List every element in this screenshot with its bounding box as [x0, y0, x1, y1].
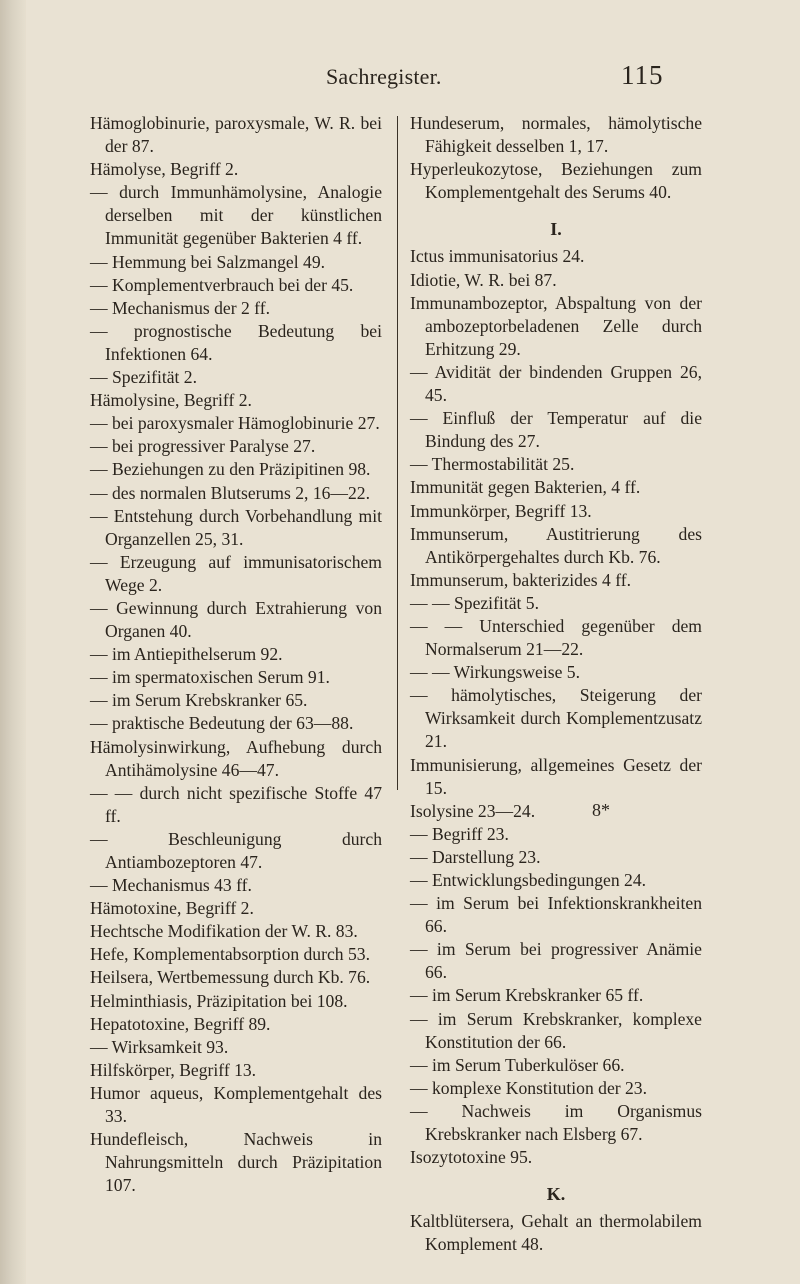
index-entry: Hyperleukozytose, Beziehungen zum Komplementgehalt des Serums 40.	[410, 159, 702, 203]
index-entry: Kaltblütersera, Gehalt an thermolabilem Komplement 48.	[410, 1211, 702, 1255]
column-divider	[397, 116, 398, 790]
index-entry: Immunkörper, Begriff 13.	[410, 500, 592, 521]
index-entry: Immunität gegen Bakterien, 4 ff.	[410, 477, 641, 498]
index-entry: Hämolysine, Begriff 2.	[90, 390, 252, 411]
index-entry: — Entwicklungsbedingungen 24.	[410, 870, 647, 890]
index-entry: — im Serum Krebskranker 65.	[90, 690, 308, 711]
index-entry: Helminthiasis, Präzipitation bei 108.	[90, 990, 348, 1011]
index-entry: — durch Immunhämolysine, Analogie derselben mit der künstlichen Immunität gegenüber Bakterien 4 ff.	[90, 182, 382, 249]
index-entry: Hämolyse, Begriff 2.	[90, 159, 239, 180]
index-entry: — Spezifität 2.	[90, 367, 198, 388]
index-entry: — Beschleunigung durch Antiambozeptoren 47.	[90, 828, 382, 872]
right-column	[410, 112, 702, 1257]
page-number: 115	[621, 60, 664, 90]
index-entry: Humor aqueus, Komplementgehalt des 33.	[90, 1082, 382, 1127]
signature-mark: 8*	[592, 800, 610, 820]
index-entry: — Erzeugung auf immunisatorischem Wege 2.	[90, 551, 382, 595]
index-entry: — Hemmung bei Salzmangel 49.	[90, 251, 326, 272]
index-entry: Hämolysinwirkung, Aufhebung durch Antihämolysine 46—47.	[90, 736, 382, 780]
index-entry: — im Serum Krebskranker 65 ff.	[410, 985, 644, 1006]
running-title: Sachregister.	[326, 64, 442, 89]
page-header	[0, 60, 800, 104]
section-i-entries	[410, 245, 702, 1169]
index-entry: — Beziehungen zu den Präzipitinen 98.	[90, 459, 371, 480]
left-column	[90, 112, 382, 1197]
index-entry: — praktische Bedeutung der 63—88.	[90, 713, 354, 734]
index-entry: Hepatotoxine, Begriff 89.	[90, 1013, 271, 1034]
index-entry: Isozytotoxine 95.	[410, 1147, 533, 1168]
index-entry: — — durch nicht spezifische Stoffe 47 ff.	[90, 782, 382, 826]
index-entry: — Avidität der bindenden Gruppen 26, 45.	[410, 361, 702, 406]
index-entry: — Nachweis im Organismus Krebskranker nach Elsberg 67.	[410, 1100, 702, 1145]
index-entry: Isolysine 23—24.	[410, 800, 536, 821]
index-entry: Hundefleisch, Nachweis in Nahrungsmitteln durch Präzipitation 107.	[90, 1129, 382, 1196]
index-entry: — im Serum Krebskranker, komplexe Konstitution der 66.	[410, 1008, 702, 1052]
index-entry: Immunisierung, allgemeines Gesetz der 15.	[410, 754, 702, 798]
index-entry: — Entstehung durch Vorbehandlung mit Organzellen 25, 31.	[90, 505, 382, 549]
index-entry: — bei progressiver Paralyse 27.	[90, 436, 316, 457]
index-entry: Immunserum, bakterizides 4 ff.	[410, 569, 632, 590]
page-spine-shadow	[0, 0, 26, 1284]
index-entry: — Mechanismus 43 ff.	[90, 875, 252, 896]
index-entry: Hefe, Komplementabsorption durch 53.	[90, 944, 370, 965]
index-entry: — im Serum bei Infektionskrankheiten 66.	[410, 893, 702, 937]
index-entry: — bei paroxysmaler Hämoglobinurie 27.	[90, 413, 380, 434]
index-entry: — Darstellung 23.	[410, 846, 541, 867]
index-entry: Hilfskörper, Begriff 13.	[90, 1059, 257, 1080]
section-letter-i: I.	[550, 219, 562, 240]
index-entry: Idiotie, W. R. bei 87.	[410, 269, 557, 290]
right-column-top-entries	[410, 112, 702, 204]
index-entry: — im Serum bei progressiver Anämie 66.	[410, 939, 702, 983]
index-entry: — Mechanismus der 2 ff.	[90, 297, 270, 318]
index-entry: Hundeserum, normales, hämolytische Fähigkeit desselben 1, 17.	[410, 113, 702, 157]
section-letter-k: K.	[546, 1184, 566, 1205]
index-entry: Immunambozeptor, Abspaltung von der ambozeptorbeladenen Zelle durch Erhitzung 29.	[410, 292, 702, 359]
index-entry: — prognostische Bedeutung bei Infektionen 64.	[90, 320, 382, 364]
index-entry: — im Antiepithelserum 92.	[90, 644, 283, 665]
index-entry: — Wirksamkeit 93.	[90, 1036, 229, 1057]
index-entry: Heilsera, Wertbemessung durch Kb. 76.	[90, 967, 371, 988]
index-entry: Hämoglobinurie, paroxysmale, W. R. bei der 87.	[90, 113, 382, 157]
index-entry: — — Unterschied gegenüber dem Normalserum 21—22.	[410, 615, 702, 660]
index-entry: — komplexe Konstitution der 23.	[410, 1077, 648, 1098]
index-entry: — im spermatoxischen Serum 91.	[90, 667, 330, 688]
index-entry: Ictus immunisatorius 24.	[410, 246, 585, 267]
index-entry: Hämotoxine, Begriff 2.	[90, 898, 254, 919]
index-entry: — Thermostabilität 25.	[410, 454, 575, 475]
index-entry: — im Serum Tuberkulöser 66.	[410, 1054, 625, 1075]
index-entry: Hechtsche Modifikation der W. R. 83.	[90, 921, 358, 942]
index-entry: — hämolytisches, Steigerung der Wirksamkeit durch Komplementzusatz 21.	[410, 685, 702, 752]
index-entry: — Komplementverbrauch bei der 45.	[90, 274, 354, 295]
index-entry: Immunserum, Austitrierung des Antikörpergehaltes durch Kb. 76.	[410, 523, 702, 567]
index-entry: — Gewinnung durch Extrahierung von Organen 40.	[90, 597, 382, 642]
index-entry: — Einfluß der Temperatur auf die Bindung des 27.	[410, 408, 702, 452]
index-entry: — — Wirkungsweise 5.	[410, 662, 581, 683]
index-entry: — des normalen Blutserums 2, 16—22.	[90, 482, 371, 503]
section-k-entries	[410, 1210, 702, 1256]
index-entry: — Begriff 23.	[410, 823, 509, 844]
index-entry: — — Spezifität 5.	[410, 592, 539, 613]
